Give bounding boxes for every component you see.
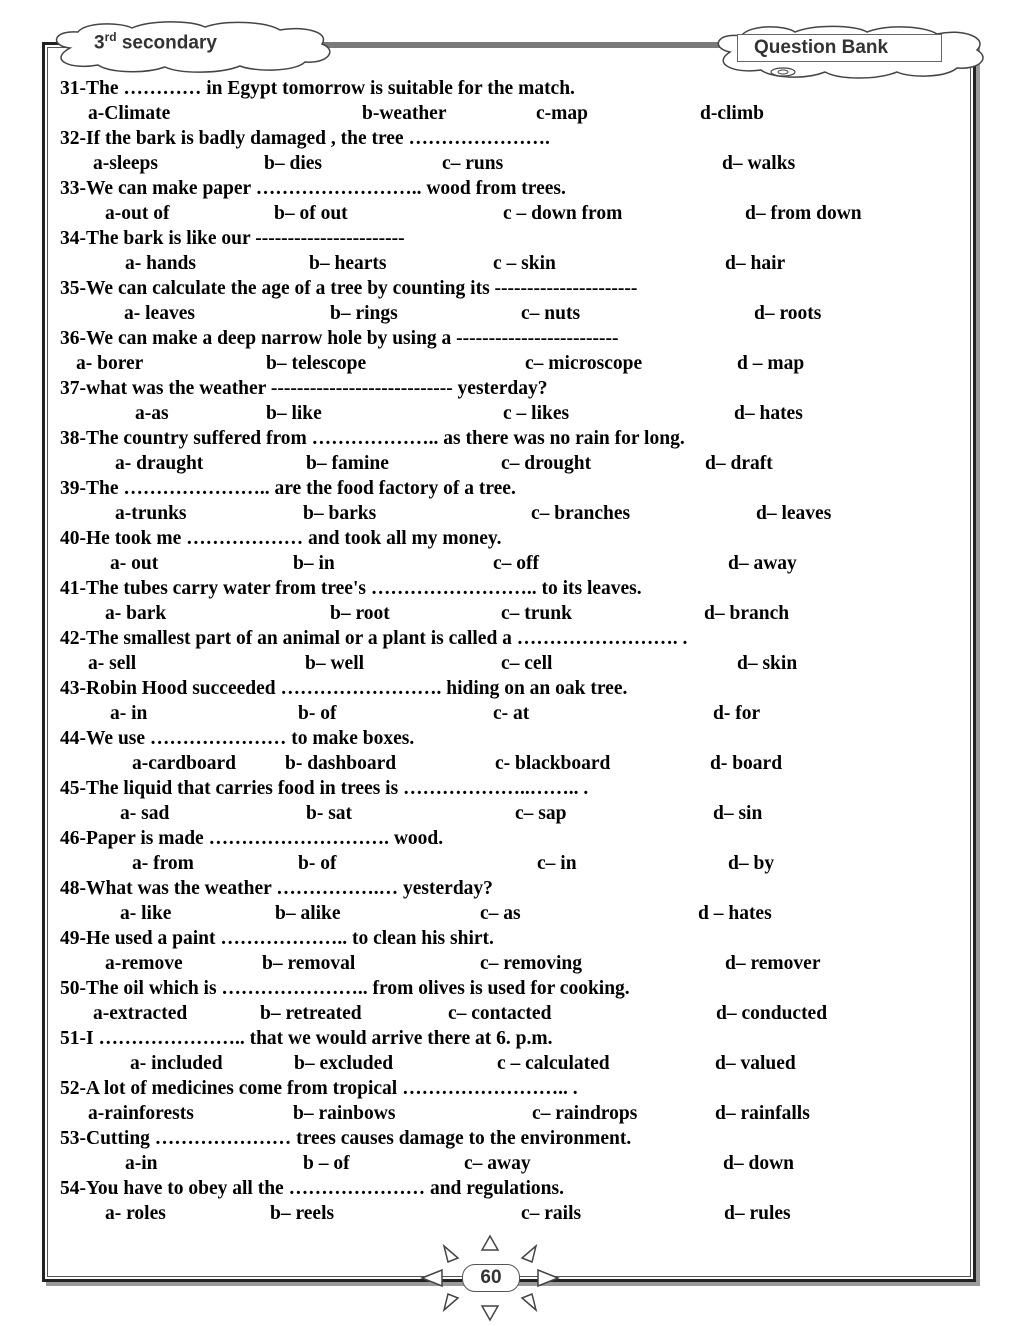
- answer-option: a- sad: [120, 803, 170, 824]
- answer-option: c– removing: [480, 953, 582, 974]
- question-row: [60, 976, 960, 1001]
- answer-option: c-map: [536, 103, 588, 124]
- answer-option: b– like: [266, 403, 322, 424]
- question-text: 46-Paper is made ………………………. wood.: [60, 828, 444, 849]
- answer-option: d– rules: [724, 1203, 791, 1224]
- answer-option: d– roots: [754, 303, 822, 324]
- answer-option: a- in: [110, 703, 148, 724]
- answer-option: a- out: [110, 553, 159, 574]
- question-text: 41-The tubes carry water from tree's …………………….. to its leaves.: [60, 578, 642, 599]
- answer-option: c– microscope: [525, 353, 643, 374]
- answer-option: d– hair: [725, 253, 786, 274]
- question-text: 32-If the bark is badly damaged , the tree ………………….: [60, 128, 550, 149]
- options-row: [60, 851, 960, 876]
- answer-option: d- board: [710, 753, 783, 774]
- answer-option: b– of out: [274, 203, 348, 224]
- answer-option: a- leaves: [124, 303, 195, 324]
- question-text: 52-A lot of medicines come from tropical …………………….. .: [60, 1078, 578, 1099]
- answer-option: c– trunk: [501, 603, 572, 624]
- answer-option: a-out of: [105, 203, 170, 224]
- page-number: 60: [462, 1264, 520, 1292]
- question-row: [60, 1026, 960, 1051]
- question-text: 35-We can calculate the age of a tree by counting its ----------------------: [60, 278, 638, 299]
- answer-option: b– barks: [303, 503, 377, 524]
- answer-option: b– alike: [275, 903, 341, 924]
- answer-option: b– reels: [270, 1203, 335, 1224]
- answer-option: a- roles: [105, 1203, 166, 1224]
- options-row: [60, 951, 960, 976]
- question-text: 53-Cutting ………………… trees causes damage to the environment.: [60, 1128, 632, 1149]
- options-row: [60, 151, 960, 176]
- answer-option: c– contacted: [448, 1003, 552, 1024]
- question-row: [60, 176, 960, 201]
- question-row: [60, 426, 960, 451]
- question-row: [60, 876, 960, 901]
- answer-option: c– in: [537, 853, 577, 874]
- answer-option: b – of: [303, 1153, 350, 1174]
- options-row: [60, 401, 960, 426]
- answer-option: a- borer: [76, 353, 144, 374]
- question-text: 43-Robin Hood succeeded ……………………. hiding on an oak tree.: [60, 678, 628, 699]
- answer-option: b- of: [298, 853, 337, 874]
- question-text: 42-The smallest part of an animal or a plant is called a ……………………. .: [60, 628, 688, 649]
- answer-option: c– as: [480, 903, 521, 924]
- answer-option: a-as: [135, 403, 169, 424]
- question-row: [60, 226, 960, 251]
- question-row: [60, 376, 960, 401]
- answer-option: a-extracted: [93, 1003, 188, 1024]
- answer-option: b-weather: [362, 103, 447, 124]
- answer-option: d – hates: [698, 903, 772, 924]
- options-row: [60, 751, 960, 776]
- options-row: [60, 601, 960, 626]
- answer-option: b– rainbows: [293, 1103, 396, 1124]
- answer-option: b- sat: [306, 803, 353, 824]
- answer-option: a-trunks: [115, 503, 187, 524]
- question-text: 33-We can make paper …………………….. wood from trees.: [60, 178, 566, 199]
- question-row: [60, 126, 960, 151]
- question-row: [60, 1076, 960, 1101]
- answer-option: a- like: [120, 903, 172, 924]
- answer-option: d– skin: [737, 653, 798, 674]
- question-text: 31-The ………… in Egypt tomorrow is suitable for the match.: [60, 78, 575, 99]
- answer-option: b– retreated: [260, 1003, 362, 1024]
- question-row: [60, 576, 960, 601]
- question-text: 37-what was the weather ---------------------------- yesterday?: [60, 378, 548, 399]
- question-row: [60, 1126, 960, 1151]
- answer-option: c– raindrops: [532, 1103, 638, 1124]
- options-row: [60, 1051, 960, 1076]
- answer-option: d – map: [737, 353, 805, 374]
- answer-option: d– remover: [725, 953, 821, 974]
- answer-option: a- from: [132, 853, 194, 874]
- answer-option: c– branches: [531, 503, 631, 524]
- answer-option: d– from down: [745, 203, 862, 224]
- options-row: [60, 301, 960, 326]
- answer-option: a-rainforests: [88, 1103, 194, 1124]
- options-row: [60, 451, 960, 476]
- answer-option: d– valued: [715, 1053, 796, 1074]
- question-row: [60, 726, 960, 751]
- grade-label: 3rd secondary: [94, 30, 217, 54]
- header-bar: [300, 42, 730, 48]
- options-row: [60, 801, 960, 826]
- answer-option: c – skin: [493, 253, 556, 274]
- options-row: [60, 101, 960, 126]
- answer-option: b– rings: [330, 303, 398, 324]
- answer-option: c- at: [493, 703, 530, 724]
- answer-option: c– cell: [501, 653, 553, 674]
- question-text: 54-You have to obey all the ………………… and regulations.: [60, 1178, 564, 1199]
- answer-option: b– root: [330, 603, 390, 624]
- answer-option: d– down: [723, 1153, 794, 1174]
- answer-option: b– dies: [264, 153, 322, 174]
- question-text: 44-We use ………………… to make boxes.: [60, 728, 415, 749]
- answer-option: d– sin: [713, 803, 763, 824]
- question-text: 49-He used a paint ……………….. to clean his shirt.: [60, 928, 494, 949]
- question-row: [60, 526, 960, 551]
- answer-option: d– conducted: [716, 1003, 828, 1024]
- question-text: 34-The bark is like our -----------------------: [60, 228, 405, 249]
- answer-option: c- blackboard: [495, 753, 611, 774]
- options-row: [60, 1151, 960, 1176]
- answer-option: d– away: [728, 553, 797, 574]
- options-row: [60, 1001, 960, 1026]
- answer-option: d- for: [713, 703, 761, 724]
- answer-option: d– rainfalls: [715, 1103, 810, 1124]
- answer-option: d– walks: [722, 153, 796, 174]
- answer-option: c– rails: [521, 1203, 582, 1224]
- options-row: [60, 351, 960, 376]
- answer-option: d– branch: [704, 603, 790, 624]
- answer-option: c – calculated: [497, 1053, 610, 1074]
- question-text: 39-The ………………….. are the food factory of a tree.: [60, 478, 516, 499]
- answer-option: c– off: [493, 553, 540, 574]
- question-row: [60, 276, 960, 301]
- options-row: [60, 701, 960, 726]
- question-text: 40-He took me ……………… and took all my money.: [60, 528, 502, 549]
- options-row: [60, 251, 960, 276]
- answer-option: b– telescope: [266, 353, 367, 374]
- question-row: [60, 626, 960, 651]
- question-text: 38-The country suffered from ……………….. as there was no rain for long.: [60, 428, 685, 449]
- question-list: [60, 76, 960, 1226]
- answer-option: d-climb: [700, 103, 764, 124]
- answer-option: a- sell: [88, 653, 137, 674]
- question-row: [60, 476, 960, 501]
- question-text: 48-What was the weather …………….… yesterday?: [60, 878, 493, 899]
- question-row: [60, 776, 960, 801]
- answer-option: c– nuts: [521, 303, 581, 324]
- question-text: 50-The oil which is ………………….. from olives is used for cooking.: [60, 978, 630, 999]
- answer-option: c– away: [464, 1153, 531, 1174]
- answer-option: a-remove: [105, 953, 183, 974]
- answer-option: c– sap: [515, 803, 567, 824]
- options-row: [60, 501, 960, 526]
- answer-option: a-Climate: [88, 103, 171, 124]
- options-row: [60, 1201, 960, 1226]
- answer-option: a-cardboard: [132, 753, 236, 774]
- question-text: 45-The liquid that carries food in trees is ………………..…….. .: [60, 778, 589, 799]
- options-row: [60, 551, 960, 576]
- question-row: [60, 676, 960, 701]
- options-row: [60, 651, 960, 676]
- question-row: [60, 826, 960, 851]
- answer-option: a- hands: [125, 253, 196, 274]
- answer-option: b– excluded: [294, 1053, 394, 1074]
- answer-option: b– in: [293, 553, 335, 574]
- answer-option: c – down from: [503, 203, 623, 224]
- answer-option: c– runs: [442, 153, 504, 174]
- answer-option: a- included: [130, 1053, 223, 1074]
- answer-option: d– hates: [734, 403, 803, 424]
- question-row: [60, 926, 960, 951]
- options-row: [60, 201, 960, 226]
- answer-option: c– drought: [501, 453, 592, 474]
- question-text: 36-We can make a deep narrow hole by using a -------------------------: [60, 328, 619, 349]
- answer-option: d– by: [728, 853, 775, 874]
- answer-option: d– draft: [705, 453, 773, 474]
- answer-option: c – likes: [503, 403, 570, 424]
- question-row: [60, 76, 960, 101]
- answer-option: a-sleeps: [93, 153, 158, 174]
- answer-option: b– famine: [306, 453, 389, 474]
- answer-option: a-in: [125, 1153, 158, 1174]
- question-row: [60, 1176, 960, 1201]
- answer-option: b– well: [305, 653, 365, 674]
- answer-option: b– hearts: [309, 253, 387, 274]
- options-row: [60, 901, 960, 926]
- question-row: [60, 326, 960, 351]
- answer-option: d– leaves: [756, 503, 832, 524]
- answer-option: a- draught: [115, 453, 204, 474]
- answer-option: a- bark: [105, 603, 167, 624]
- answer-option: b- of: [298, 703, 337, 724]
- question-bank-label: Question Bank: [754, 37, 889, 58]
- answer-option: b– removal: [262, 953, 356, 974]
- answer-option: b- dashboard: [285, 753, 397, 774]
- question-text: 51-I ………………….. that we would arrive there at 6. p.m.: [60, 1028, 553, 1049]
- options-row: [60, 1101, 960, 1126]
